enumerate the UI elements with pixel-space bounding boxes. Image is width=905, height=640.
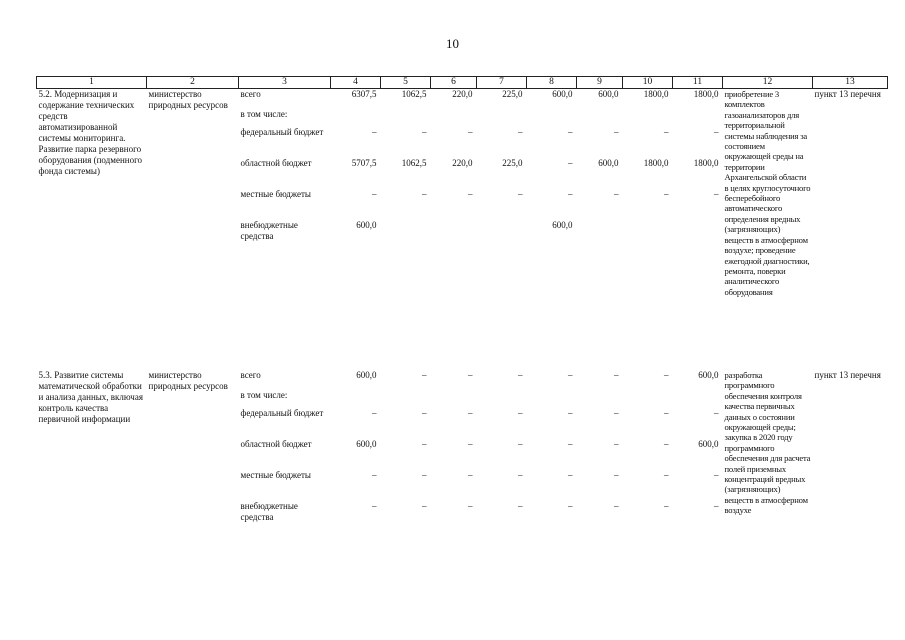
- header-cell: 7: [477, 77, 527, 89]
- value-cell: [577, 109, 623, 127]
- value-cell: –: [468, 370, 473, 380]
- value-cell: –: [468, 501, 473, 511]
- value-cell: [673, 390, 723, 408]
- source-label: в том числе:: [240, 390, 288, 400]
- value-cell: [431, 390, 477, 408]
- value-cell: [477, 109, 527, 127]
- value-cell: –: [372, 408, 377, 418]
- expected-result: приобретение 3 комплектов газоанализаторов для территориальной системы наблюдения за состоянием окружающей среды на территории Архангельской области в целях круглосуточного бесперебойного автоматического определения вредных (загрязняющих) веществ в атмосферном воздухе; проведение ежегодной диагностики, ремонта, поверки аналитического оборудования: [724, 89, 811, 297]
- header-cell: 10: [623, 77, 673, 89]
- value-cell: –: [518, 370, 523, 380]
- value-cell: –: [372, 189, 377, 199]
- value-cell: –: [614, 127, 619, 137]
- value-cell: [381, 220, 431, 370]
- value-cell: –: [664, 439, 669, 449]
- source-label: всего: [240, 370, 261, 380]
- value-cell: –: [422, 501, 427, 511]
- value-cell: 600,0: [356, 439, 377, 449]
- value-cell: [623, 109, 673, 127]
- header-cell: 2: [147, 77, 239, 89]
- value-cell: –: [568, 439, 573, 449]
- expected-result: разработка программного обеспечения контроля качества первичных данных о состоянии окружающей среды; закупка в 2020 году программного обеспечения для расчета полей приземных концентраций вредных (загрязняющих) веществ в атмосферном воздухе: [724, 370, 811, 516]
- value-cell: –: [468, 408, 473, 418]
- value-cell: 1800,0: [693, 158, 719, 168]
- activity-name: 5.2. Модернизация и содержание технических средств автоматизированной системы мониторинга. Развитие парка резервного оборудования (подменного фонда системы): [38, 89, 143, 176]
- value-cell: –: [714, 408, 719, 418]
- source-label: в том числе:: [240, 109, 288, 119]
- value-cell: –: [614, 408, 619, 418]
- source-label: внебюджетные средства: [240, 220, 298, 241]
- value-cell: 1800,0: [693, 89, 719, 99]
- value-cell: –: [422, 189, 427, 199]
- value-cell: [623, 220, 673, 370]
- value-cell: –: [568, 127, 573, 137]
- value-cell: –: [422, 439, 427, 449]
- header-row: [37, 77, 888, 89]
- value-cell: [381, 390, 431, 408]
- value-cell: –: [568, 189, 573, 199]
- value-cell: [527, 109, 577, 127]
- value-cell: –: [422, 408, 427, 418]
- value-cell: –: [614, 470, 619, 480]
- value-cell: [527, 390, 577, 408]
- value-cell: [673, 109, 723, 127]
- header-cell: 5: [381, 77, 431, 89]
- value-cell: –: [372, 470, 377, 480]
- value-cell: –: [568, 501, 573, 511]
- source-label: федеральный бюджет: [240, 408, 324, 418]
- header-cell: 9: [577, 77, 623, 89]
- value-cell: [577, 390, 623, 408]
- value-cell: –: [664, 408, 669, 418]
- value-cell: –: [518, 189, 523, 199]
- value-cell: –: [614, 370, 619, 380]
- header-cell: 12: [723, 77, 813, 89]
- value-cell: –: [714, 470, 719, 480]
- value-cell: 225,0: [502, 158, 523, 168]
- value-cell: 600,0: [698, 439, 719, 449]
- value-cell: [331, 390, 381, 408]
- value-cell: –: [568, 408, 573, 418]
- header-cell: 8: [527, 77, 577, 89]
- table-row: [37, 89, 888, 110]
- value-cell: 600,0: [356, 220, 377, 230]
- reference: пункт 13 перечня: [814, 89, 881, 99]
- source-label: местные бюджеты: [240, 470, 311, 480]
- value-cell: –: [468, 470, 473, 480]
- value-cell: 600,0: [598, 89, 619, 99]
- value-cell: –: [614, 439, 619, 449]
- header-cell: 6: [431, 77, 477, 89]
- value-cell: –: [518, 408, 523, 418]
- value-cell: [477, 390, 527, 408]
- value-cell: [477, 220, 527, 370]
- value-cell: –: [468, 439, 473, 449]
- value-cell: 5707,5: [351, 158, 377, 168]
- value-cell: –: [664, 470, 669, 480]
- block-5-2: [37, 89, 888, 371]
- value-cell: –: [664, 370, 669, 380]
- value-cell: –: [664, 189, 669, 199]
- source-label: всего: [240, 89, 261, 99]
- value-cell: –: [372, 501, 377, 511]
- value-cell: –: [372, 127, 377, 137]
- value-cell: [331, 109, 381, 127]
- value-cell: 1800,0: [643, 89, 669, 99]
- header-cell: 4: [331, 77, 381, 89]
- header-cell: 13: [813, 77, 888, 89]
- header-cell: 1: [37, 77, 147, 89]
- value-cell: [673, 220, 723, 370]
- value-cell: –: [422, 370, 427, 380]
- value-cell: –: [664, 127, 669, 137]
- value-cell: –: [664, 501, 669, 511]
- value-cell: –: [422, 470, 427, 480]
- value-cell: –: [614, 189, 619, 199]
- executor: министерство природных ресурсов: [148, 89, 228, 110]
- value-cell: 600,0: [598, 158, 619, 168]
- value-cell: –: [568, 158, 573, 168]
- value-cell: [623, 390, 673, 408]
- value-cell: 220,0: [452, 89, 473, 99]
- source-label: областной бюджет: [240, 158, 312, 168]
- value-cell: –: [468, 189, 473, 199]
- source-label: федеральный бюджет: [240, 127, 324, 137]
- value-cell: –: [518, 470, 523, 480]
- header-cell: 3: [239, 77, 331, 89]
- value-cell: 1062,5: [401, 89, 427, 99]
- value-cell: –: [714, 189, 719, 199]
- value-cell: –: [518, 501, 523, 511]
- value-cell: –: [422, 127, 427, 137]
- value-cell: –: [714, 501, 719, 511]
- activity-name: 5.3. Развитие системы математической обработки и анализа данных, включая контроль качества первичной информации: [38, 370, 143, 424]
- value-cell: 600,0: [552, 89, 573, 99]
- source-label: местные бюджеты: [240, 189, 311, 199]
- value-cell: [577, 220, 623, 370]
- value-cell: [381, 109, 431, 127]
- value-cell: –: [568, 370, 573, 380]
- value-cell: 1800,0: [643, 158, 669, 168]
- executor: министерство природных ресурсов: [148, 370, 228, 391]
- value-cell: 600,0: [698, 370, 719, 380]
- value-cell: 600,0: [552, 220, 573, 230]
- value-cell: –: [614, 501, 619, 511]
- value-cell: –: [714, 127, 719, 137]
- value-cell: [431, 109, 477, 127]
- page-number: 10: [446, 36, 459, 51]
- header-cell: 11: [673, 77, 723, 89]
- reference: пункт 13 перечня: [814, 370, 881, 380]
- source-label: областной бюджет: [240, 439, 312, 449]
- value-cell: 6307,5: [351, 89, 377, 99]
- value-cell: [431, 220, 477, 370]
- program-table: [36, 76, 888, 593]
- value-cell: 600,0: [356, 370, 377, 380]
- block-5-3: [37, 370, 888, 593]
- value-cell: 220,0: [452, 158, 473, 168]
- source-label: внебюджетные средства: [240, 501, 298, 522]
- value-cell: –: [518, 127, 523, 137]
- value-cell: –: [468, 127, 473, 137]
- table-row: [37, 370, 888, 390]
- value-cell: –: [568, 470, 573, 480]
- value-cell: 1062,5: [401, 158, 427, 168]
- value-cell: 225,0: [502, 89, 523, 99]
- value-cell: –: [518, 439, 523, 449]
